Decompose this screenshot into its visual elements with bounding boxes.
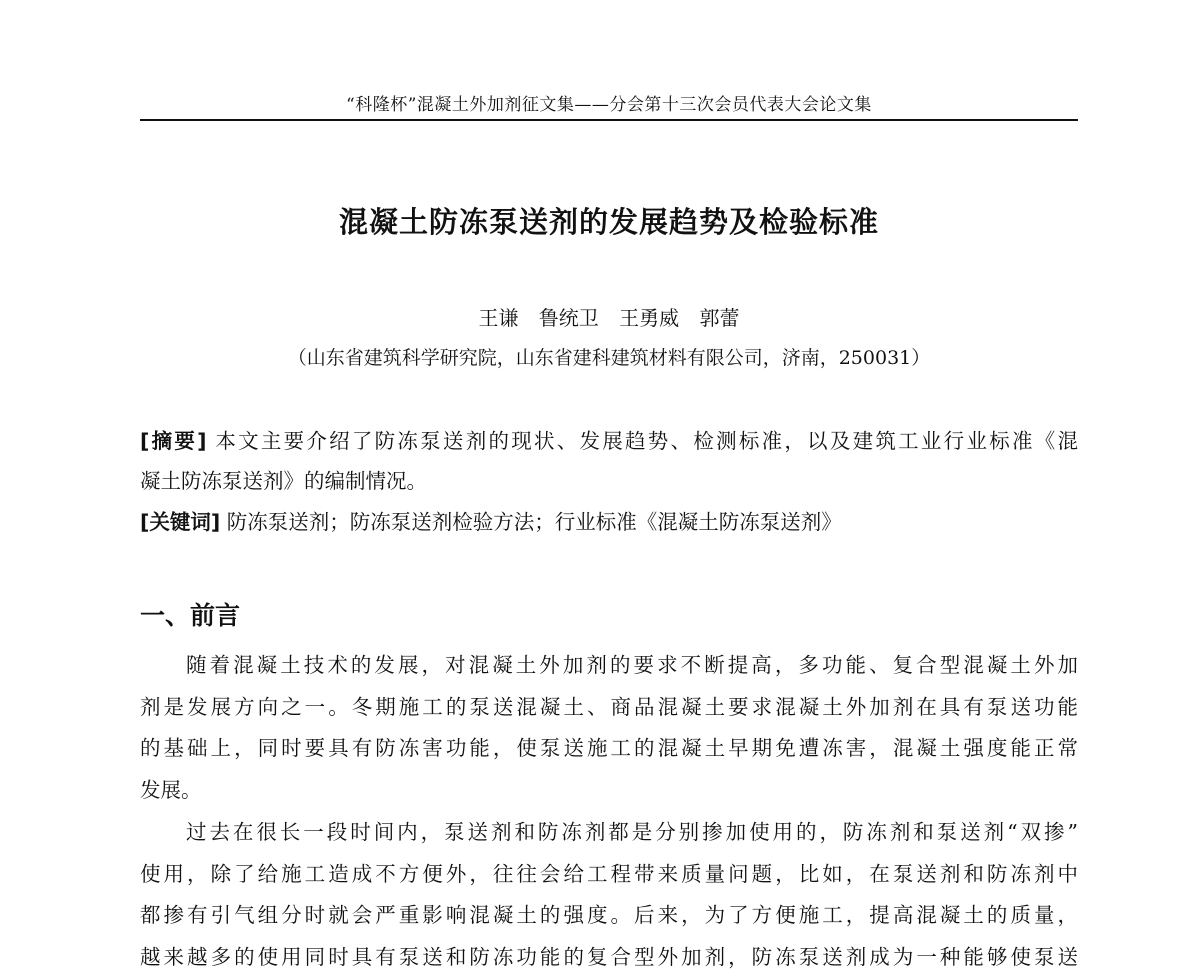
affiliation: （山东省建筑科学研究院，山东省建科建筑材料有限公司，济南，250031）: [287, 347, 931, 369]
abstract-line: 凝土防冻泵送剂》的编制情况。: [140, 469, 427, 493]
abstract-line: [摘要] 本文主要介绍了防冻泵送剂的现状、发展趋势、检测标准，以及建筑工业行业标准《混: [140, 429, 1078, 453]
body-line: 都掺有引气组分时就会严重影响混凝土的强度。后来，为了方便施工，提高混凝土的质量，: [140, 903, 1078, 927]
section-heading: 一、前言: [140, 601, 241, 630]
body-line: 使用，除了给施工造成不方便外，往往会给工程带来质量问题，比如，在泵送剂和防冻剂中: [140, 862, 1078, 886]
abstract-label: [摘要]: [140, 429, 207, 453]
body-line: 的基础上，同时要具有防冻害功能，使泵送施工的混凝土早期免遭冻害，混凝土强度能正常: [140, 736, 1078, 760]
authors: 王谦 鲁统卫 王勇威 郭蕾: [478, 306, 740, 330]
body-line: 随着混凝土技术的发展，对混凝土外加剂的要求不断提高，多功能、复合型混凝土外加: [186, 653, 1078, 677]
body-line: 过去在很长一段时间内，泵送剂和防冻剂都是分别掺加使用的，防冻剂和泵送剂“双掺”: [186, 820, 1078, 844]
body-line: 发展。: [140, 778, 202, 802]
keywords-line: [140, 505, 1078, 535]
running-header: “科隆杯”混凝土外加剂征文集——分会第十三次会员代表大会论文集: [346, 95, 872, 115]
header-rule: [140, 119, 1078, 121]
paper-title: 混凝土防冻泵送剂的发展趋势及检验标准: [338, 205, 879, 239]
body-line: 剂是发展方向之一。冬期施工的泵送混凝土、商品混凝土要求混凝土外加剂在具有泵送功能: [140, 695, 1078, 719]
keywords-label: [关键词]: [140, 510, 221, 534]
keywords-text: 防冻泵送剂；防冻泵送剂检验方法；行业标准《混凝土防冻泵送剂》: [226, 510, 842, 534]
body-line: 越来越多的使用同时具有泵送和防冻功能的复合型外加剂，防冻泵送剂成为一种能够使泵送: [140, 945, 1078, 969]
